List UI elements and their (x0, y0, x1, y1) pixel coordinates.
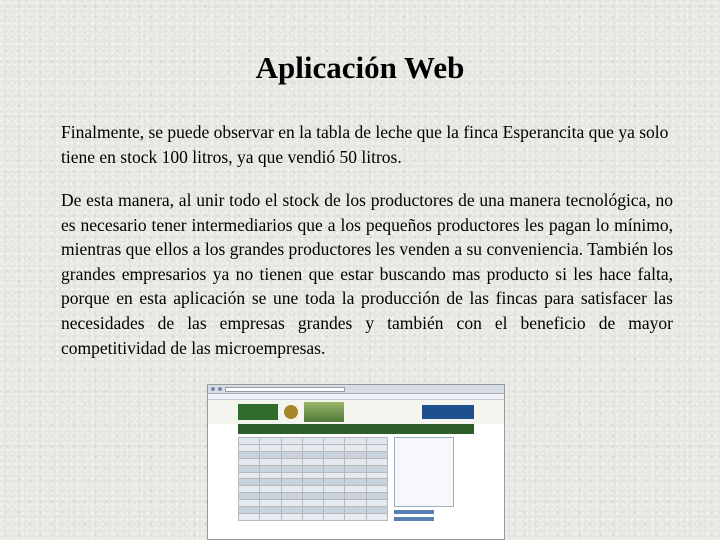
table-cell (345, 493, 366, 500)
table-row (239, 472, 388, 479)
table-cell (345, 444, 366, 451)
table-cell (366, 507, 387, 514)
table-cell (239, 507, 260, 514)
table-cell (366, 465, 387, 472)
table-cell (239, 444, 260, 451)
address-bar (225, 387, 345, 392)
table-cell (239, 479, 260, 486)
milk-stock-table (238, 437, 388, 521)
table-cell (302, 458, 323, 465)
table-cell (239, 486, 260, 493)
paragraph-body: De esta manera, al unir todo el stock de los productores de una manera tecnológica, no es necesario tener intermediarios que a los pequeños productores les pagan lo mínimo, mientras que ellos a los grandes productores les venden a su conveniencia. También los grandes empresarios ya no tienen que estar buscando mas producto si les hace falta, porque en esta aplicación se une toda la producción de las fincas para satisfacer las necesidades de las empresas grandes y también con el beneficio de mayor competitividad de las microempresas. (61, 190, 673, 358)
table-cell (239, 438, 260, 445)
table-row (239, 479, 388, 486)
table-cell (345, 507, 366, 514)
table-cell (281, 465, 302, 472)
table-cell (281, 438, 302, 445)
table-cell (260, 507, 281, 514)
table-cell (345, 500, 366, 507)
table-row (239, 513, 388, 520)
table-cell (260, 472, 281, 479)
table-cell (324, 507, 345, 514)
table-cell (260, 451, 281, 458)
table-cell (302, 507, 323, 514)
table-cell (345, 458, 366, 465)
table-cell (302, 493, 323, 500)
table-cell (260, 493, 281, 500)
table-cell (281, 513, 302, 520)
table-row (239, 438, 388, 445)
table-cell (324, 444, 345, 451)
table-cell (260, 500, 281, 507)
table-row (239, 451, 388, 458)
table-row (239, 507, 388, 514)
table-cell (281, 486, 302, 493)
app-sidebar (394, 437, 454, 521)
sidebar-menu (394, 437, 454, 507)
table-cell (366, 486, 387, 493)
table-cell (239, 513, 260, 520)
table-cell (281, 458, 302, 465)
table-row (239, 500, 388, 507)
table-row (239, 458, 388, 465)
table-cell (281, 500, 302, 507)
table-cell (324, 479, 345, 486)
table-row (239, 465, 388, 472)
slide-title: Aplicación Web (255, 50, 465, 85)
seal-icon (284, 405, 298, 419)
table-cell (239, 465, 260, 472)
table-cell (345, 472, 366, 479)
table-cell (239, 493, 260, 500)
table-cell (239, 451, 260, 458)
table-cell (302, 500, 323, 507)
table-cell (302, 438, 323, 445)
table-cell (345, 513, 366, 520)
app-logo (238, 404, 278, 420)
table-cell (302, 465, 323, 472)
app-content (238, 437, 474, 521)
table-cell (302, 444, 323, 451)
table-cell (260, 513, 281, 520)
table-cell (281, 507, 302, 514)
table-cell (302, 486, 323, 493)
table-cell (345, 479, 366, 486)
table-cell (366, 479, 387, 486)
table-cell (281, 451, 302, 458)
app-screenshot-image (207, 384, 505, 540)
login-box (422, 405, 474, 419)
table-cell (324, 458, 345, 465)
table-cell (324, 493, 345, 500)
table-cell (302, 451, 323, 458)
table-row (239, 493, 388, 500)
table-cell (260, 479, 281, 486)
table-row (239, 486, 388, 493)
table-cell (324, 451, 345, 458)
table-cell (281, 444, 302, 451)
table-cell (302, 479, 323, 486)
table-cell (345, 438, 366, 445)
table-cell (345, 465, 366, 472)
table-cell (366, 438, 387, 445)
sidebar-link (394, 510, 434, 514)
table-cell (324, 438, 345, 445)
table-cell (345, 451, 366, 458)
table-cell (260, 444, 281, 451)
browser-button-icon (211, 387, 215, 391)
table-cell (281, 479, 302, 486)
paragraph-intro: Finalmente, se puede observar en la tabla de leche que la finca Esperancita que ya solo tiene en stock 100 litros, ya que vendió 50 litros. (61, 122, 669, 167)
table-cell (366, 451, 387, 458)
table-cell (324, 465, 345, 472)
table-cell (324, 513, 345, 520)
table-cell (324, 500, 345, 507)
table-cell (260, 465, 281, 472)
table-cell (366, 493, 387, 500)
table-cell (324, 486, 345, 493)
browser-toolbar (208, 385, 504, 394)
table-cell (281, 493, 302, 500)
table-cell (260, 486, 281, 493)
table-cell (239, 472, 260, 479)
table-cell (366, 513, 387, 520)
table-cell (324, 472, 345, 479)
table-cell (302, 513, 323, 520)
table-cell (366, 444, 387, 451)
table-cell (302, 472, 323, 479)
table-cell (366, 458, 387, 465)
app-header (208, 400, 504, 424)
sidebar-link (394, 517, 434, 521)
table-row (239, 444, 388, 451)
table-cell (345, 486, 366, 493)
header-banner-image (304, 402, 344, 422)
table-cell (239, 500, 260, 507)
browser-button-icon (218, 387, 222, 391)
table-cell (281, 472, 302, 479)
app-nav-band (238, 424, 474, 434)
table-cell (260, 438, 281, 445)
table-cell (239, 458, 260, 465)
table-cell (366, 472, 387, 479)
table-cell (260, 458, 281, 465)
table-cell (366, 500, 387, 507)
